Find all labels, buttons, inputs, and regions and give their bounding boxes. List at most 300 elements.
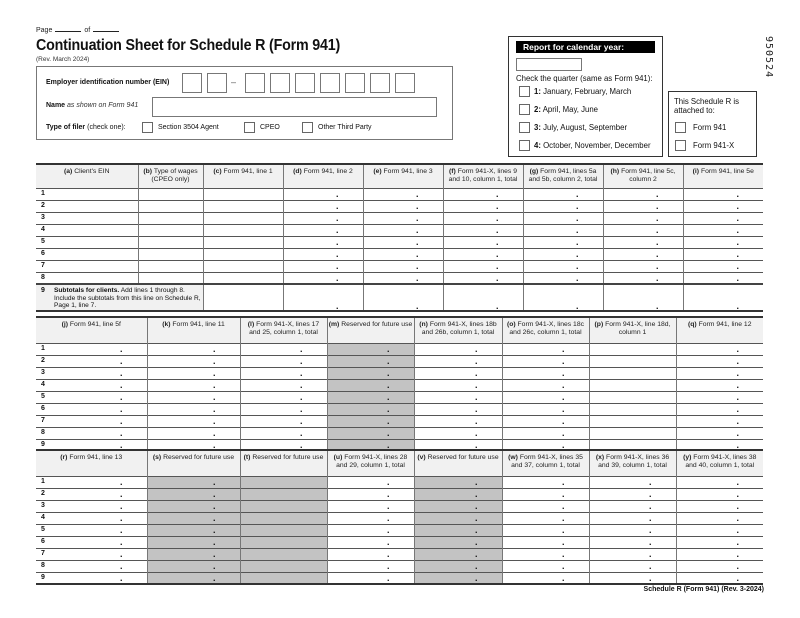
decimal-point: . (495, 260, 499, 271)
table-cell[interactable] (589, 403, 676, 415)
table-cell[interactable] (443, 248, 523, 260)
table-cell[interactable] (589, 572, 676, 584)
table-cell[interactable] (36, 367, 147, 379)
col-o-header: (o) Form 941-X, lines 18c and 26c, column 1, total (502, 317, 589, 343)
decimal-point: . (736, 391, 739, 402)
decimal-point: . (119, 403, 123, 414)
table-cell[interactable] (589, 548, 676, 560)
table-cell[interactable] (36, 548, 147, 560)
table-cell[interactable] (147, 367, 240, 379)
ein-digit-4[interactable] (270, 73, 290, 93)
table-cell[interactable] (443, 272, 523, 284)
table-cell[interactable] (683, 188, 763, 200)
table-cell[interactable] (414, 367, 502, 379)
subtotal-cell[interactable] (283, 284, 363, 311)
table-cell[interactable] (603, 212, 683, 224)
table-cell[interactable] (36, 272, 138, 284)
table-cell[interactable] (363, 248, 443, 260)
name-field[interactable] (152, 97, 437, 117)
table-cell[interactable] (36, 343, 147, 355)
table-cell[interactable] (603, 188, 683, 200)
table-cell[interactable] (502, 343, 589, 355)
table-cell[interactable] (589, 476, 676, 488)
table-cell[interactable] (589, 524, 676, 536)
attached-form-941x-checkbox[interactable] (675, 140, 686, 151)
table-cell[interactable] (502, 560, 589, 572)
decimal-point: . (736, 536, 739, 547)
table-cell[interactable] (414, 391, 502, 403)
row-number: 4 (41, 225, 45, 233)
table-cell[interactable] (589, 367, 676, 379)
decimal-point: . (212, 379, 216, 390)
decimal-point: . (655, 200, 659, 211)
table-cell (240, 476, 327, 488)
table-cell[interactable] (603, 200, 683, 212)
decimal-point: . (386, 488, 390, 499)
table-cell[interactable] (683, 212, 763, 224)
table-cell[interactable] (327, 476, 414, 488)
table-cell[interactable] (36, 236, 138, 248)
table-cell[interactable] (683, 248, 763, 260)
table-cell[interactable] (603, 260, 683, 272)
table-cell[interactable] (414, 343, 502, 355)
table-cell[interactable] (327, 488, 414, 500)
table-cell[interactable] (603, 236, 683, 248)
decimal-point: . (415, 212, 419, 223)
table-cell[interactable] (589, 536, 676, 548)
table-cell[interactable] (502, 379, 589, 391)
decimal-point: . (561, 439, 565, 450)
table-cell (240, 500, 327, 512)
attached-form-941x-label: Form 941-X (693, 141, 735, 150)
table-cell[interactable] (147, 391, 240, 403)
table-row (36, 524, 763, 536)
table-cell[interactable] (414, 379, 502, 391)
decimal-point: . (655, 272, 659, 283)
col-f-header: (f) Form 941-X, lines 9 and 10, column 1, total (443, 164, 523, 188)
decimal-point: . (119, 391, 123, 402)
name-label: Name as shown on Form 941 (46, 102, 139, 109)
subtotal-cell[interactable] (443, 284, 523, 311)
table-cell[interactable] (147, 415, 240, 427)
table-cell[interactable] (603, 224, 683, 236)
decimal-point: . (575, 272, 579, 283)
table-cell[interactable] (443, 260, 523, 272)
ein-digit-7[interactable] (345, 73, 365, 93)
row-number: 8 (41, 428, 45, 436)
table-cell[interactable] (138, 272, 203, 284)
table-cell[interactable] (36, 427, 147, 439)
quarter-2-checkbox[interactable] (519, 104, 530, 115)
table-cell[interactable] (240, 415, 327, 427)
ein-digit-8[interactable] (370, 73, 390, 93)
table-cell[interactable] (589, 512, 676, 524)
table-cell[interactable] (502, 524, 589, 536)
quarter-1-checkbox[interactable] (519, 86, 530, 97)
table-cell[interactable] (327, 536, 414, 548)
table-cell[interactable] (414, 403, 502, 415)
attached-form-941-checkbox[interactable] (675, 122, 686, 133)
table-cell (240, 572, 327, 584)
table-cell[interactable] (523, 200, 603, 212)
table-cell[interactable] (138, 260, 203, 272)
table-cell[interactable] (443, 212, 523, 224)
decimal-point: . (736, 572, 739, 583)
decimal-point: . (736, 248, 739, 259)
table-cell[interactable] (36, 379, 147, 391)
table-cell (327, 415, 414, 427)
table-cell[interactable] (443, 188, 523, 200)
decimal-point: . (335, 212, 339, 223)
table-cell[interactable] (502, 415, 589, 427)
table-cell[interactable] (363, 236, 443, 248)
decimal-point: . (561, 488, 565, 499)
table-cell[interactable] (414, 415, 502, 427)
subtotal-cell[interactable] (603, 284, 683, 311)
table-cell[interactable] (240, 367, 327, 379)
decimal-point: . (119, 476, 123, 487)
table-cell[interactable] (36, 536, 147, 548)
table-cell[interactable] (414, 427, 502, 439)
table-cell[interactable] (283, 212, 363, 224)
page-number-line (36, 26, 122, 34)
table-cell[interactable] (414, 355, 502, 367)
table-cell[interactable] (203, 272, 283, 284)
table-cell[interactable] (36, 212, 138, 224)
table-cell[interactable] (676, 476, 763, 488)
table-cell[interactable] (502, 536, 589, 548)
filer-other-third-party-label: Other Third Party (318, 124, 372, 131)
decimal-point: . (648, 488, 652, 499)
col-k-header: (k) Form 941, line 11 (147, 317, 240, 343)
table-row (36, 212, 763, 224)
decimal-point: . (474, 560, 478, 571)
table-cell[interactable] (676, 415, 763, 427)
decimal-point: . (119, 439, 123, 450)
table-cell[interactable] (36, 572, 147, 584)
table-cell[interactable] (283, 248, 363, 260)
table-cell[interactable] (283, 188, 363, 200)
table-cell (414, 512, 502, 524)
table-cell[interactable] (589, 355, 676, 367)
subtotal-cell[interactable] (683, 284, 763, 311)
table-cell[interactable] (36, 224, 138, 236)
table-cell[interactable] (676, 524, 763, 536)
decimal-point: . (386, 500, 390, 511)
table-cell[interactable] (363, 272, 443, 284)
table-cell[interactable] (589, 488, 676, 500)
table-cell[interactable] (138, 224, 203, 236)
subtotal-cell[interactable] (523, 284, 603, 311)
ein-digit-5[interactable] (295, 73, 315, 93)
table-cell[interactable] (363, 188, 443, 200)
table-cell[interactable] (147, 403, 240, 415)
table-row (36, 548, 763, 560)
table-cell (327, 427, 414, 439)
table-cell[interactable] (676, 367, 763, 379)
decimal-point: . (575, 248, 579, 259)
decimal-point: . (474, 379, 478, 390)
decimal-point: . (575, 236, 579, 247)
table-cell[interactable] (676, 355, 763, 367)
table-cell[interactable] (327, 500, 414, 512)
page-number-field[interactable] (55, 26, 81, 32)
table-cell[interactable] (147, 343, 240, 355)
table-cell[interactable] (36, 488, 147, 500)
table-cell[interactable] (676, 403, 763, 415)
decimal-point: . (736, 512, 739, 523)
table-cell[interactable] (203, 236, 283, 248)
ein-digit-9[interactable] (395, 73, 415, 93)
subtotal-row (36, 284, 763, 311)
table-cell[interactable] (327, 548, 414, 560)
table-cell[interactable] (603, 248, 683, 260)
table-row (36, 391, 763, 403)
table-cell[interactable] (676, 512, 763, 524)
decimal-point: . (474, 488, 478, 499)
decimal-point: . (736, 367, 739, 378)
ein-digit-2[interactable] (207, 73, 227, 93)
table-cell[interactable] (676, 427, 763, 439)
decimal-point: . (212, 343, 216, 354)
decimal-point: . (561, 548, 565, 559)
table-cell[interactable] (502, 391, 589, 403)
table-cell[interactable] (443, 236, 523, 248)
table-cell[interactable] (676, 379, 763, 391)
decimal-point: . (736, 403, 739, 414)
subtotal-cell[interactable] (203, 284, 283, 311)
ein-digit-3[interactable] (245, 73, 265, 93)
table-cell[interactable] (36, 355, 147, 367)
filer-other-third-party-checkbox[interactable] (302, 122, 313, 133)
table-cell[interactable] (147, 427, 240, 439)
decimal-point: . (655, 248, 659, 259)
subtotal-cell[interactable] (363, 284, 443, 311)
quarter-3-label: 3: July, August, September (534, 123, 628, 132)
decimal-point: . (335, 200, 339, 211)
table-cell[interactable] (502, 572, 589, 584)
table-cell[interactable] (502, 548, 589, 560)
quarter-3-checkbox[interactable] (519, 122, 530, 133)
report-year-box (508, 36, 663, 157)
table-cell[interactable] (676, 548, 763, 560)
table-cell[interactable] (138, 200, 203, 212)
decimal-point: . (119, 355, 123, 366)
table-cell[interactable] (443, 200, 523, 212)
table-cell[interactable] (327, 512, 414, 524)
table-cell[interactable] (502, 476, 589, 488)
table-cell[interactable] (240, 403, 327, 415)
decimal-point: . (648, 572, 652, 583)
decimal-point: . (119, 488, 123, 499)
decimal-point: . (119, 536, 123, 547)
row-number: 5 (41, 525, 45, 533)
decimal-point: . (119, 500, 123, 511)
table-cell[interactable] (240, 391, 327, 403)
ein-digit-1[interactable] (182, 73, 202, 93)
decimal-point: . (474, 500, 478, 511)
row-number: 5 (41, 392, 45, 400)
table-cell[interactable] (36, 524, 147, 536)
table-cell[interactable] (147, 379, 240, 391)
table-cell[interactable] (283, 200, 363, 212)
table-cell[interactable] (327, 524, 414, 536)
table-cell[interactable] (502, 500, 589, 512)
table-cell[interactable] (203, 224, 283, 236)
table-cell (414, 500, 502, 512)
table-cell[interactable] (443, 224, 523, 236)
table-cell[interactable] (589, 415, 676, 427)
table-cell[interactable] (523, 248, 603, 260)
decimal-point: . (415, 200, 419, 211)
decimal-point: . (212, 512, 216, 523)
table-cell[interactable] (283, 260, 363, 272)
table-cell[interactable] (203, 212, 283, 224)
quarter-4-checkbox[interactable] (519, 140, 530, 151)
table-cell[interactable] (683, 272, 763, 284)
table-cell[interactable] (36, 512, 147, 524)
table-cell[interactable] (138, 188, 203, 200)
table-row (36, 343, 763, 355)
table-cell[interactable] (203, 260, 283, 272)
table-cell[interactable] (203, 200, 283, 212)
table-cell[interactable] (683, 236, 763, 248)
decimal-point: . (575, 301, 579, 311)
table-cell (414, 476, 502, 488)
table-cell[interactable] (603, 272, 683, 284)
table-cell[interactable] (363, 260, 443, 272)
decimal-point: . (736, 560, 739, 571)
filer-section-3504-label: Section 3504 Agent (158, 124, 219, 131)
row-number: 8 (41, 273, 45, 281)
col-j-header: (j) Form 941, line 5f (36, 317, 147, 343)
report-year-heading: Report for calendar year: (516, 41, 655, 53)
table-cell[interactable] (363, 200, 443, 212)
table-cell[interactable] (523, 224, 603, 236)
table-cell[interactable] (589, 391, 676, 403)
table-cell[interactable] (327, 560, 414, 572)
table-cell[interactable] (283, 224, 363, 236)
table-cell[interactable] (683, 224, 763, 236)
table-cell[interactable] (523, 272, 603, 284)
table-cell (327, 403, 414, 415)
table-cell[interactable] (36, 391, 147, 403)
page-total-field[interactable] (93, 26, 119, 32)
table-cell[interactable] (240, 343, 327, 355)
table-cell[interactable] (147, 355, 240, 367)
table-cell[interactable] (138, 212, 203, 224)
table-cell[interactable] (138, 248, 203, 260)
decimal-point: . (495, 200, 499, 211)
table-cell[interactable] (523, 260, 603, 272)
row-number: 8 (41, 561, 45, 569)
row-number: 6 (41, 249, 45, 257)
calendar-year-field[interactable] (516, 58, 582, 71)
decimal-point: . (474, 572, 478, 583)
filer-section-3504-checkbox[interactable] (142, 122, 153, 133)
table-cell[interactable] (36, 200, 138, 212)
decimal-point: . (415, 260, 419, 271)
table-cell[interactable] (240, 355, 327, 367)
quarter-1-label: 1: January, February, March (534, 87, 632, 96)
table-cell[interactable] (502, 355, 589, 367)
table-cell[interactable] (502, 403, 589, 415)
table-cell[interactable] (502, 427, 589, 439)
table-cell[interactable] (36, 260, 138, 272)
decimal-point: . (299, 439, 303, 450)
table-cell[interactable] (363, 212, 443, 224)
table-row (36, 272, 763, 284)
table-cell[interactable] (36, 403, 147, 415)
table-cell[interactable] (36, 560, 147, 572)
table-cell[interactable] (363, 224, 443, 236)
table-cell[interactable] (589, 560, 676, 572)
table-cell[interactable] (676, 500, 763, 512)
table-cell[interactable] (676, 560, 763, 572)
filer-cpeo-checkbox[interactable] (244, 122, 255, 133)
decimal-point: . (415, 188, 419, 199)
table-cell[interactable] (203, 188, 283, 200)
table-cell[interactable] (240, 427, 327, 439)
table-cell[interactable] (327, 572, 414, 584)
decimal-point: . (561, 500, 565, 511)
table-cell[interactable] (36, 476, 147, 488)
table-cell (147, 560, 240, 572)
table-cell[interactable] (203, 248, 283, 260)
table-cell[interactable] (36, 415, 147, 427)
table-cell[interactable] (240, 379, 327, 391)
table-cell[interactable] (676, 536, 763, 548)
table-cell[interactable] (36, 500, 147, 512)
table-cell[interactable] (502, 512, 589, 524)
table-cell[interactable] (36, 188, 138, 200)
col-n-header: (n) Form 941-X, lines 18b and 26b, column 1, total (414, 317, 502, 343)
table-cell[interactable] (676, 488, 763, 500)
table-cell[interactable] (283, 272, 363, 284)
table-cell[interactable] (683, 260, 763, 272)
table-cell[interactable] (502, 367, 589, 379)
row-number: 7 (41, 549, 45, 557)
table-cell[interactable] (523, 236, 603, 248)
table-cell[interactable] (283, 236, 363, 248)
col-u-header: (u) Form 941-X, lines 28 and 29, column 1, total (327, 450, 414, 476)
decimal-point: . (299, 355, 303, 366)
table-cell[interactable] (589, 343, 676, 355)
table-cell (147, 572, 240, 584)
table-cell[interactable] (502, 488, 589, 500)
table-cell[interactable] (589, 379, 676, 391)
decimal-point: . (386, 355, 390, 366)
decimal-point: . (561, 403, 565, 414)
table-cell[interactable] (589, 500, 676, 512)
decimal-point: . (212, 427, 216, 438)
table-cell[interactable] (676, 572, 763, 584)
table-cell[interactable] (523, 212, 603, 224)
table-cell[interactable] (676, 343, 763, 355)
row-number: 9 (41, 287, 45, 294)
table-cell[interactable] (138, 236, 203, 248)
row-number: 4 (41, 513, 45, 521)
table-cell (240, 512, 327, 524)
col-v-header: (v) Reserved for future use (414, 450, 502, 476)
ein-digit-6[interactable] (320, 73, 340, 93)
table-cell[interactable] (683, 200, 763, 212)
table-cell[interactable] (36, 248, 138, 260)
table-cell[interactable] (589, 427, 676, 439)
table-cell[interactable] (523, 188, 603, 200)
decimal-point: . (561, 536, 565, 547)
table-cell[interactable] (676, 391, 763, 403)
